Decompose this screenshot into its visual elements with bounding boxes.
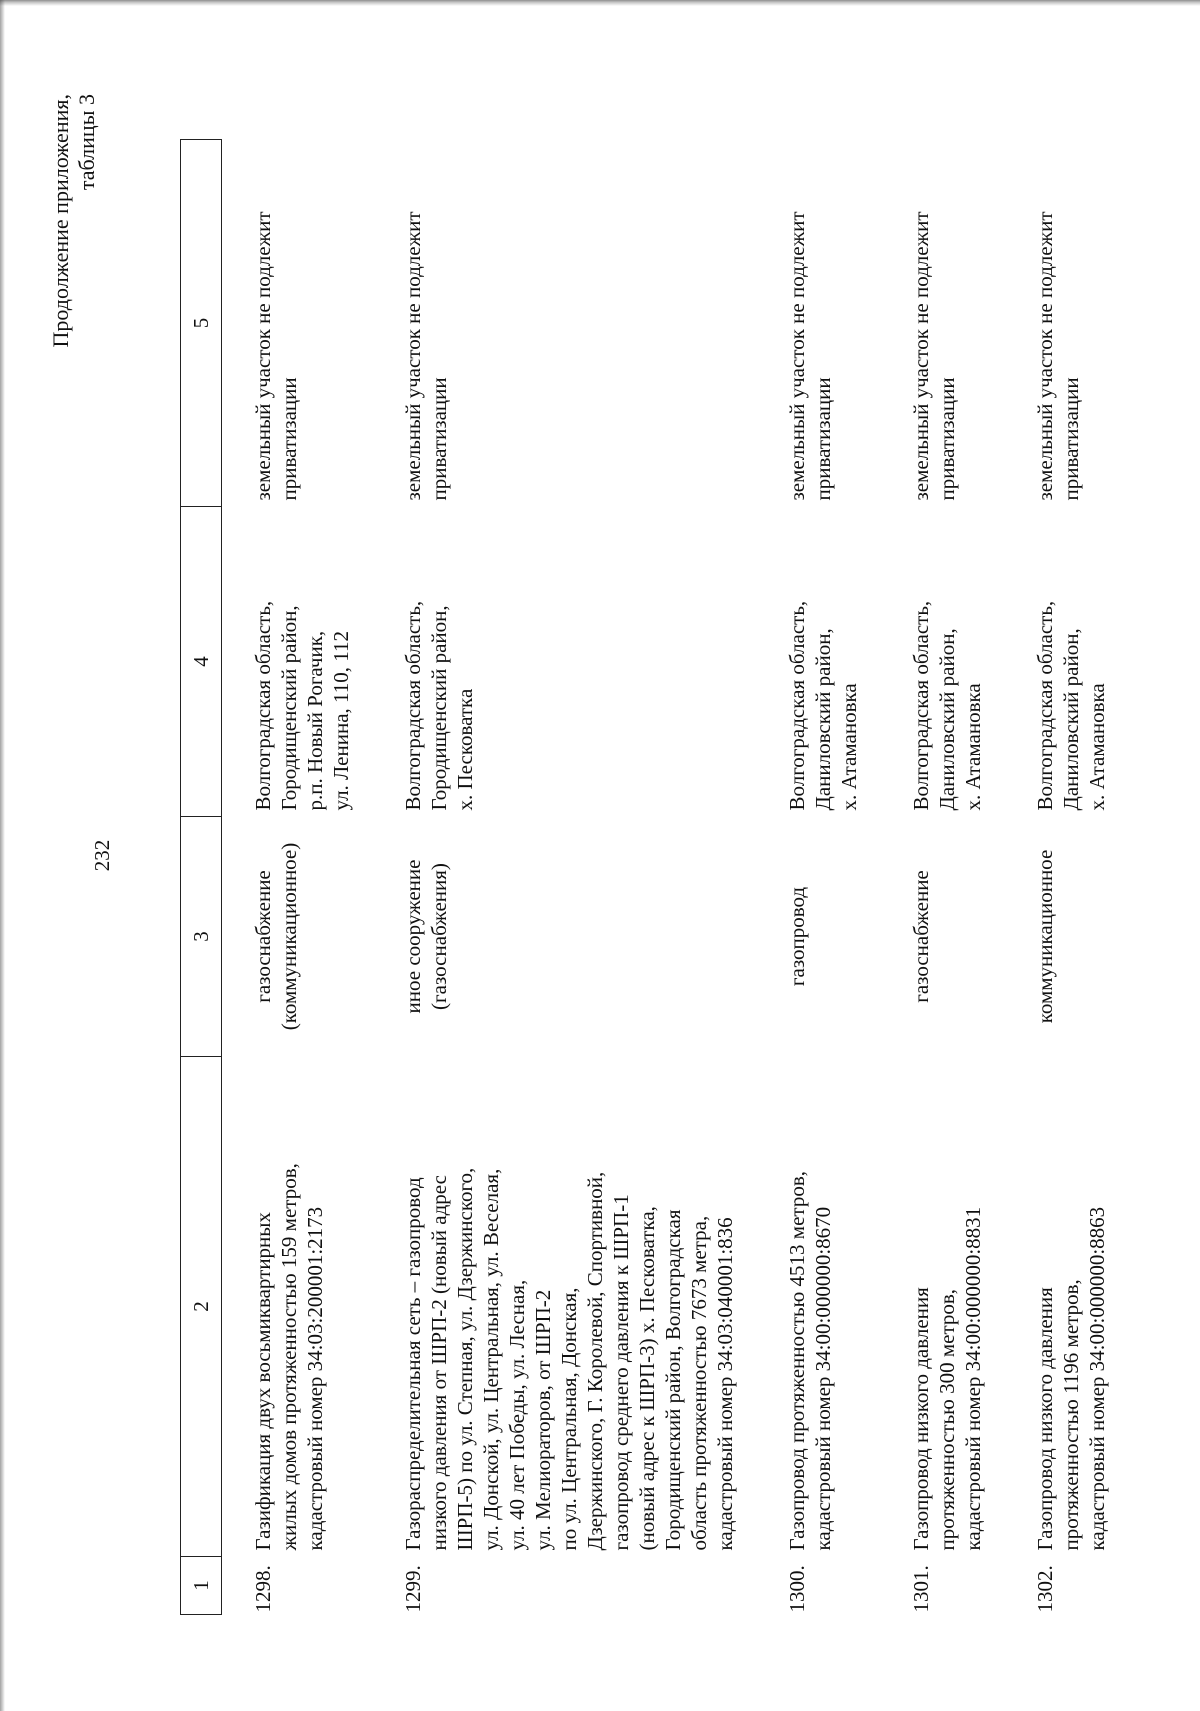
table-header-row [181,140,222,1615]
table-row [880,140,1004,1615]
property-table [180,139,1128,1615]
object-note: земельный участок не подлежит приватизации [785,211,835,501]
object-address: Волгоградская область, Даниловский район, х. Атамановка [785,600,861,811]
table-row [222,140,373,1615]
object-name: Газификация двух восьмиквартирных жилых домов протяженностью 159 метров, кадастровый номер 34:03:200001:2173 [251,1163,327,1551]
table-row [756,140,880,1615]
object-note: земельный участок не подлежит приватизации [1033,211,1083,501]
row-number: 1298. [251,1565,275,1613]
object-name: Газопровод протяженностью 4513 метров, кадастровый номер 34:00:000000:8670 [785,1171,835,1551]
object-type: газоснабжение (коммуникационное) [251,842,301,1031]
object-type: коммуникационное [1033,849,1057,1024]
object-type: иное сооружение (газоснабжения) [401,859,451,1014]
object-note: земельный участок не подлежит приватизации [909,211,959,501]
object-type: газоснабжение [909,870,933,1003]
table-row [1004,140,1128,1615]
continuation-note: Продолжение приложения, таблицы 3 [48,94,99,348]
row-number: 1299. [401,1565,425,1613]
row-number: 1302. [1033,1565,1057,1613]
page-number: 232 [90,839,114,872]
column-header-name: 2 [181,1057,222,1557]
column-header-type: 3 [181,817,222,1057]
object-type: газопровод [785,886,809,987]
object-address: Волгоградская область, Городищенский район, р.п. Новый Рогачик, ул. Ленина, 110, 112 [251,600,353,811]
object-name: Газопровод низкого давления протяженностью 1196 метров, кадастровый номер 34:00:000000:8863 [1033,1206,1109,1551]
object-note: земельный участок не подлежит приватизации [251,211,301,501]
object-address: Волгоградская область, Даниловский район, х. Атамановка [909,600,985,811]
object-name: Газораспределительная сеть – газопровод низкого давления от ШРП-2 (новый адрес ШРП-5) по ул. Степная, ул. Дзержинского, ул. Донской, ул. Центральная, ул. Веселая, ул. 40 лет Победы, ул. Лесная, ул. Мелиораторов, от ШРП-2 по ул. Центральная, Донская, Дзержинского, Г. Королевой, Спортивной, газопровод среднего давления к ШРП-1 (новый адрес к ШРП-3) х. Песковатка, Городищенский район, Волгоградская область протяженностью 7673 метра, кадастровый номер 34:03:040001:836 [401,1167,737,1551]
column-header-number: 1 [181,1557,222,1615]
column-header-note: 5 [181,140,222,507]
object-note: земельный участок не подлежит приватизации [401,211,451,501]
row-number: 1301. [909,1565,933,1613]
column-header-address: 4 [181,507,222,817]
row-number: 1300. [785,1565,809,1613]
table-row [372,140,756,1615]
object-name: Газопровод низкого давления протяженностью 300 метров, кадастровый номер 34:00:000000:8831 [909,1206,985,1551]
object-address: Волгоградская область, Даниловский район, х. Атамановка [1033,600,1109,811]
object-address: Волгоградская область, Городищенский район, х. Песковатка [401,600,477,811]
